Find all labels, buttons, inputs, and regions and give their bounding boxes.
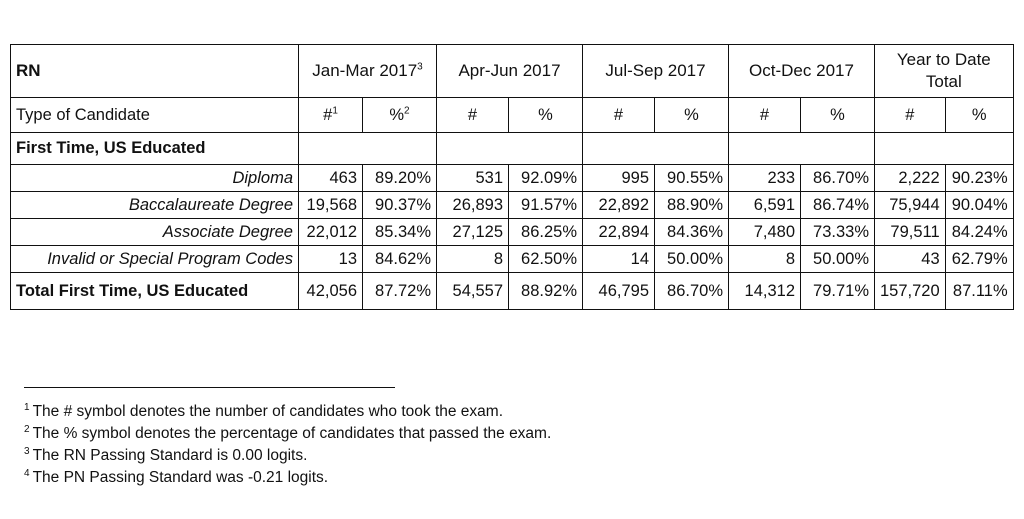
count-cell: 531 bbox=[437, 165, 509, 192]
count-cell: 233 bbox=[729, 165, 801, 192]
pct-cell: 50.00% bbox=[655, 246, 729, 273]
ytd-line2: Total bbox=[925, 72, 962, 91]
count-cell: 42,056 bbox=[299, 273, 363, 310]
pct-cell: 86.25% bbox=[509, 219, 583, 246]
count-cell: 22,892 bbox=[583, 192, 655, 219]
count-cell: 79,511 bbox=[875, 219, 946, 246]
footnote-mark: 4 bbox=[24, 467, 30, 479]
pct-cell: 89.20% bbox=[363, 165, 437, 192]
period-q1-footnote-mark: 3 bbox=[417, 61, 423, 73]
empty-cell bbox=[299, 133, 437, 165]
pct-cell: 62.50% bbox=[509, 246, 583, 273]
count-header: # bbox=[583, 98, 655, 133]
count-cell: 54,557 bbox=[437, 273, 509, 310]
footnote-mark: 3 bbox=[24, 445, 30, 457]
count-header bbox=[299, 98, 363, 133]
section-title: First Time, US Educated bbox=[11, 133, 299, 165]
pct-cell: 90.04% bbox=[945, 192, 1013, 219]
pct-cell: 84.62% bbox=[363, 246, 437, 273]
pct-cell: 86.70% bbox=[655, 273, 729, 310]
count-header: # bbox=[875, 98, 946, 133]
count-cell: 2,222 bbox=[875, 165, 946, 192]
header-row bbox=[11, 45, 1014, 98]
period-header-q4: Oct-Dec 2017 bbox=[729, 45, 875, 98]
pct-cell: 84.24% bbox=[945, 219, 1013, 246]
footnotes bbox=[24, 401, 551, 489]
table-row bbox=[11, 219, 1014, 246]
period-header-q1 bbox=[299, 45, 437, 98]
count-header: # bbox=[729, 98, 801, 133]
pct-cell: 79.71% bbox=[801, 273, 875, 310]
pct-cell: 86.74% bbox=[801, 192, 875, 219]
results-table bbox=[10, 44, 1014, 310]
footnote-text: The RN Passing Standard is 0.00 logits. bbox=[32, 447, 308, 464]
count-cell: 43 bbox=[875, 246, 946, 273]
pct-header bbox=[363, 98, 437, 133]
count-cell: 26,893 bbox=[437, 192, 509, 219]
pct-cell: 92.09% bbox=[509, 165, 583, 192]
pct-cell: 84.36% bbox=[655, 219, 729, 246]
pct-cell: 62.79% bbox=[945, 246, 1013, 273]
empty-cell bbox=[437, 133, 583, 165]
count-cell: 8 bbox=[729, 246, 801, 273]
count-cell: 22,894 bbox=[583, 219, 655, 246]
empty-cell bbox=[729, 133, 875, 165]
pct-cell: 90.23% bbox=[945, 165, 1013, 192]
count-cell: 46,795 bbox=[583, 273, 655, 310]
count-cell: 75,944 bbox=[875, 192, 946, 219]
ytd-line1: Year to Date bbox=[896, 50, 991, 69]
table-row bbox=[11, 246, 1014, 273]
pct-header: % bbox=[655, 98, 729, 133]
footnote bbox=[24, 445, 551, 467]
count-header: # bbox=[437, 98, 509, 133]
rn-label: RN bbox=[11, 45, 299, 98]
row-label: Associate Degree bbox=[11, 219, 299, 246]
count-footnote-mark: 1 bbox=[332, 105, 338, 116]
pct-cell: 90.37% bbox=[363, 192, 437, 219]
row-label: Invalid or Special Program Codes bbox=[11, 246, 299, 273]
period-header-q2: Apr-Jun 2017 bbox=[437, 45, 583, 98]
count-cell: 463 bbox=[299, 165, 363, 192]
count-cell: 157,720 bbox=[875, 273, 946, 310]
pct-cell: 88.90% bbox=[655, 192, 729, 219]
footnote-text: The PN Passing Standard was -0.21 logits. bbox=[32, 469, 329, 486]
total-label: Total First Time, US Educated bbox=[11, 273, 299, 310]
footnote bbox=[24, 467, 551, 489]
footnote-mark: 1 bbox=[24, 401, 30, 413]
count-cell: 22,012 bbox=[299, 219, 363, 246]
pct-cell: 73.33% bbox=[801, 219, 875, 246]
pct-header: % bbox=[945, 98, 1013, 133]
count-cell: 14 bbox=[583, 246, 655, 273]
count-cell: 7,480 bbox=[729, 219, 801, 246]
footnote-text: The % symbol denotes the percentage of candidates that passed the exam. bbox=[32, 425, 552, 442]
footnote-text: The # symbol denotes the number of candidates who took the exam. bbox=[32, 403, 504, 420]
section-row bbox=[11, 133, 1014, 165]
footnote-mark: 2 bbox=[24, 423, 30, 435]
pct-cell: 87.72% bbox=[363, 273, 437, 310]
count-cell: 27,125 bbox=[437, 219, 509, 246]
pct-header: % bbox=[801, 98, 875, 133]
count-cell: 8 bbox=[437, 246, 509, 273]
table-row bbox=[11, 165, 1014, 192]
pct-cell: 88.92% bbox=[509, 273, 583, 310]
period-q1-label: Jan-Mar 2017 bbox=[312, 61, 418, 80]
pct-symbol: % bbox=[389, 105, 405, 124]
count-cell: 19,568 bbox=[299, 192, 363, 219]
pct-cell: 91.57% bbox=[509, 192, 583, 219]
row-label: Baccalaureate Degree bbox=[11, 192, 299, 219]
pct-cell: 87.11% bbox=[945, 273, 1013, 310]
table-row bbox=[11, 192, 1014, 219]
subheader-row bbox=[11, 98, 1014, 133]
pct-cell: 86.70% bbox=[801, 165, 875, 192]
pct-cell: 90.55% bbox=[655, 165, 729, 192]
empty-cell bbox=[583, 133, 729, 165]
footnote bbox=[24, 401, 551, 423]
footnote-divider bbox=[24, 387, 395, 388]
type-of-candidate-label: Type of Candidate bbox=[11, 98, 299, 133]
period-header-q3: Jul-Sep 2017 bbox=[583, 45, 729, 98]
empty-cell bbox=[875, 133, 1014, 165]
row-label: Diploma bbox=[11, 165, 299, 192]
footnote bbox=[24, 423, 551, 445]
count-cell: 14,312 bbox=[729, 273, 801, 310]
count-cell: 13 bbox=[299, 246, 363, 273]
pct-cell: 50.00% bbox=[801, 246, 875, 273]
pct-cell: 85.34% bbox=[363, 219, 437, 246]
pct-header: % bbox=[509, 98, 583, 133]
pct-footnote-mark: 2 bbox=[404, 105, 410, 116]
count-cell: 995 bbox=[583, 165, 655, 192]
total-row bbox=[11, 273, 1014, 310]
count-symbol: # bbox=[323, 105, 333, 124]
ytd-header bbox=[875, 45, 1014, 98]
count-cell: 6,591 bbox=[729, 192, 801, 219]
